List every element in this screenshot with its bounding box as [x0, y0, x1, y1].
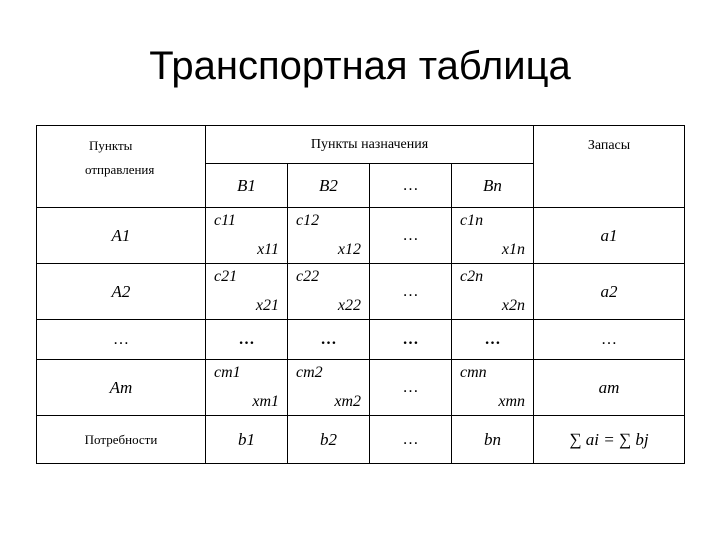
cost-cell	[206, 264, 288, 320]
supply-value: a1	[534, 208, 685, 264]
cost-value: c1n	[460, 212, 484, 229]
demand-value: bn	[452, 416, 534, 464]
cost-cell	[288, 208, 370, 264]
supply-value: …	[534, 320, 685, 360]
demand-row	[37, 416, 685, 464]
balance-formula: ∑ ai = ∑ bj	[534, 416, 685, 464]
destinations-header: Пункты назначения	[206, 126, 534, 164]
demand-label: Потребности	[37, 416, 206, 464]
cost-cell	[288, 264, 370, 320]
transport-table	[36, 125, 685, 464]
dots-cell: …	[288, 320, 370, 360]
shipment-value: x11	[257, 241, 279, 258]
row-label: …	[37, 320, 206, 360]
origin-header-line1: Пункты	[89, 138, 133, 153]
supply-value: a2	[534, 264, 685, 320]
dots-cell: …	[452, 320, 534, 360]
demand-dots: …	[370, 416, 452, 464]
dest-col-dots: …	[370, 164, 452, 208]
cost-value: c21	[214, 268, 238, 285]
cost-cell	[288, 360, 370, 416]
shipment-value: x21	[255, 297, 279, 314]
dots-cell: …	[370, 320, 452, 360]
shipment-value: x2n	[501, 297, 525, 314]
cost-value: cm1	[214, 364, 241, 381]
supplies-header: Запасы	[534, 126, 685, 208]
table-row	[37, 264, 685, 320]
origin-header-cell	[37, 126, 206, 208]
dest-col-b1: B1	[206, 164, 288, 208]
cost-cell	[206, 208, 288, 264]
dots-cell: …	[370, 360, 452, 416]
row-label: A2	[37, 264, 206, 320]
dest-col-b2: B2	[288, 164, 370, 208]
cost-cell	[206, 360, 288, 416]
shipment-value: xm1	[252, 393, 279, 410]
cost-cell	[452, 264, 534, 320]
row-label: A1	[37, 208, 206, 264]
supply-value: am	[534, 360, 685, 416]
cost-cell	[452, 360, 534, 416]
row-label: Am	[37, 360, 206, 416]
table-row	[37, 208, 685, 264]
shipment-value: x12	[337, 241, 361, 258]
shipment-value: x1n	[501, 241, 525, 258]
demand-value: b2	[288, 416, 370, 464]
cost-value: c22	[296, 268, 320, 285]
cost-cell	[452, 208, 534, 264]
demand-value: b1	[206, 416, 288, 464]
dest-col-bn: Bn	[452, 164, 534, 208]
table-row	[37, 360, 685, 416]
shipment-value: x22	[337, 297, 361, 314]
table-row	[37, 320, 685, 360]
origin-header-line2: отправления	[85, 162, 155, 177]
slide-title: Транспортная таблица	[149, 44, 571, 88]
cost-value: c12	[296, 212, 320, 229]
shipment-value: xm2	[334, 393, 361, 410]
shipment-value: xmn	[498, 393, 525, 410]
cost-value: c11	[214, 212, 236, 229]
cost-value: cm2	[296, 364, 323, 381]
cost-value: cmn	[460, 364, 487, 381]
dots-cell: …	[206, 320, 288, 360]
cost-value: c2n	[460, 268, 484, 285]
dots-cell: …	[370, 264, 452, 320]
dots-cell: …	[370, 208, 452, 264]
